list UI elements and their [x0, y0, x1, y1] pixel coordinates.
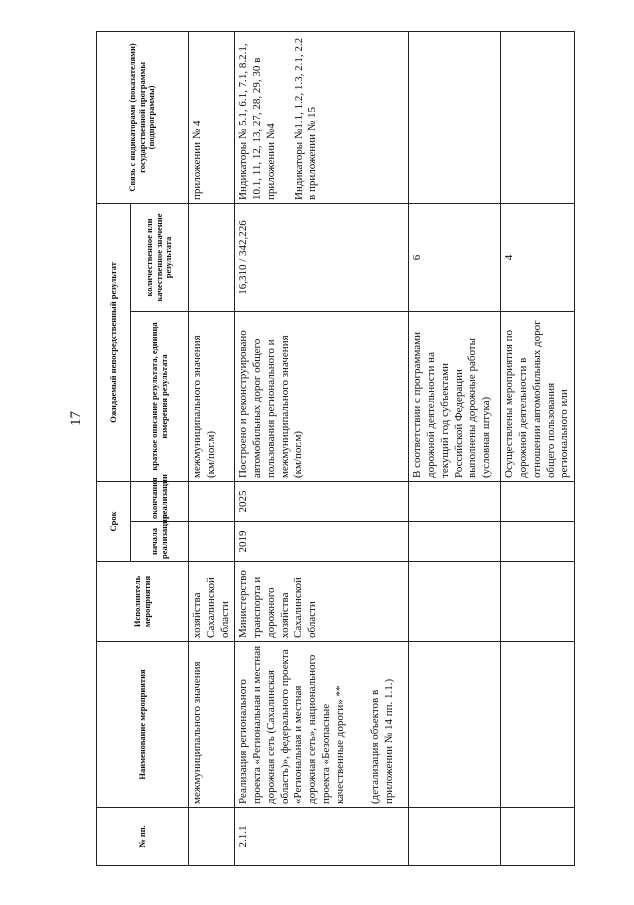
cell-num	[189, 808, 235, 866]
cell-link: приложении № 4	[189, 31, 235, 203]
activity-name: Реализация регионального проекта «Региональная и местная дорожная сеть (Сахалинская область)», федерального проекта «Региональная и местная дорожная сеть», национального проекта «Безопасные качественные дороги» **	[237, 645, 346, 804]
header-executor: Исполнитель мероприятия	[97, 562, 189, 642]
cell-value: 6	[409, 203, 501, 311]
header-result-desc: краткое описание результата, единица измерения результата	[131, 311, 189, 481]
cell-name	[235, 642, 409, 808]
table-row	[235, 31, 409, 865]
cell-link	[409, 31, 501, 203]
header-link: Связь с индикаторами (показателями) государственной программы (подпрограммы)	[97, 31, 189, 203]
cell-start	[189, 522, 235, 562]
cell-desc: В соответствии с программами дорожной деятельности на текущий год субъектами Российской Федерации выполнены дорожные работы (условная штука)	[409, 311, 501, 481]
table-row	[189, 31, 235, 865]
activity-note: (детализация объектов в приложении № 14 пп. 1.1.)	[369, 678, 395, 804]
rotated-table-container	[96, 32, 572, 866]
cell-end	[501, 481, 575, 521]
cell-end: 2025	[235, 481, 409, 521]
cell-end	[409, 481, 501, 521]
cell-name	[501, 642, 575, 808]
activities-table	[96, 31, 575, 866]
cell-num	[409, 808, 501, 866]
cell-desc: Построено и реконструировано автомобильных дорог общего пользования регионального и межмуниципального значения (км/пог.м)	[235, 311, 409, 481]
cell-start	[501, 522, 575, 562]
cell-executor: хозяйства Сахалинской области	[189, 562, 235, 642]
cell-end	[189, 481, 235, 521]
header-name: Наименование мероприятия	[97, 642, 189, 808]
cell-executor	[501, 562, 575, 642]
cell-start: 2019	[235, 522, 409, 562]
cell-num: 2.1.1	[235, 808, 409, 866]
cell-executor: Министерство транспорта и дорожного хозяйства Сахалинской области	[235, 562, 409, 642]
cell-link	[235, 31, 409, 203]
table-row	[501, 31, 575, 865]
header-result-value: количественное или качественное значение результата	[131, 203, 189, 311]
table-row	[409, 31, 501, 865]
cell-name: межмуниципального значения	[189, 642, 235, 808]
link-indicators-2: Индикаторы №1.1, 1.2, 1.3, 2.1, 2.2 в приложении № 15	[292, 37, 319, 200]
header-row-1	[97, 31, 131, 865]
cell-executor	[409, 562, 501, 642]
header-result: Ожидаемый непосредственный результат	[97, 203, 131, 481]
link-indicators-1: Индикаторы № 5.1, 6.1, 7.1, 8.2.1, 10.1, 11, 12, 13, 27, 28, 29, 30 в приложении №4	[237, 43, 277, 200]
header-num: № пп.	[97, 808, 189, 866]
page-number: 17	[68, 411, 84, 426]
header-term: Срок	[97, 481, 131, 561]
cell-name	[409, 642, 501, 808]
cell-value: 16,310 / 342,226	[235, 203, 409, 311]
header-term-end: окончания реализации	[131, 481, 189, 521]
header-term-start: начала реализации	[131, 522, 189, 562]
cell-link	[501, 31, 575, 203]
cell-num	[501, 808, 575, 866]
cell-desc: межмуниципального значения (км/пог.м)	[189, 311, 235, 481]
cell-desc: Осуществлены мероприятия по дорожной деятельности в отношении автомобильных дорог общего пользования регионального или	[501, 311, 575, 481]
cell-start	[409, 522, 501, 562]
cell-value	[189, 203, 235, 311]
cell-value: 4	[501, 203, 575, 311]
